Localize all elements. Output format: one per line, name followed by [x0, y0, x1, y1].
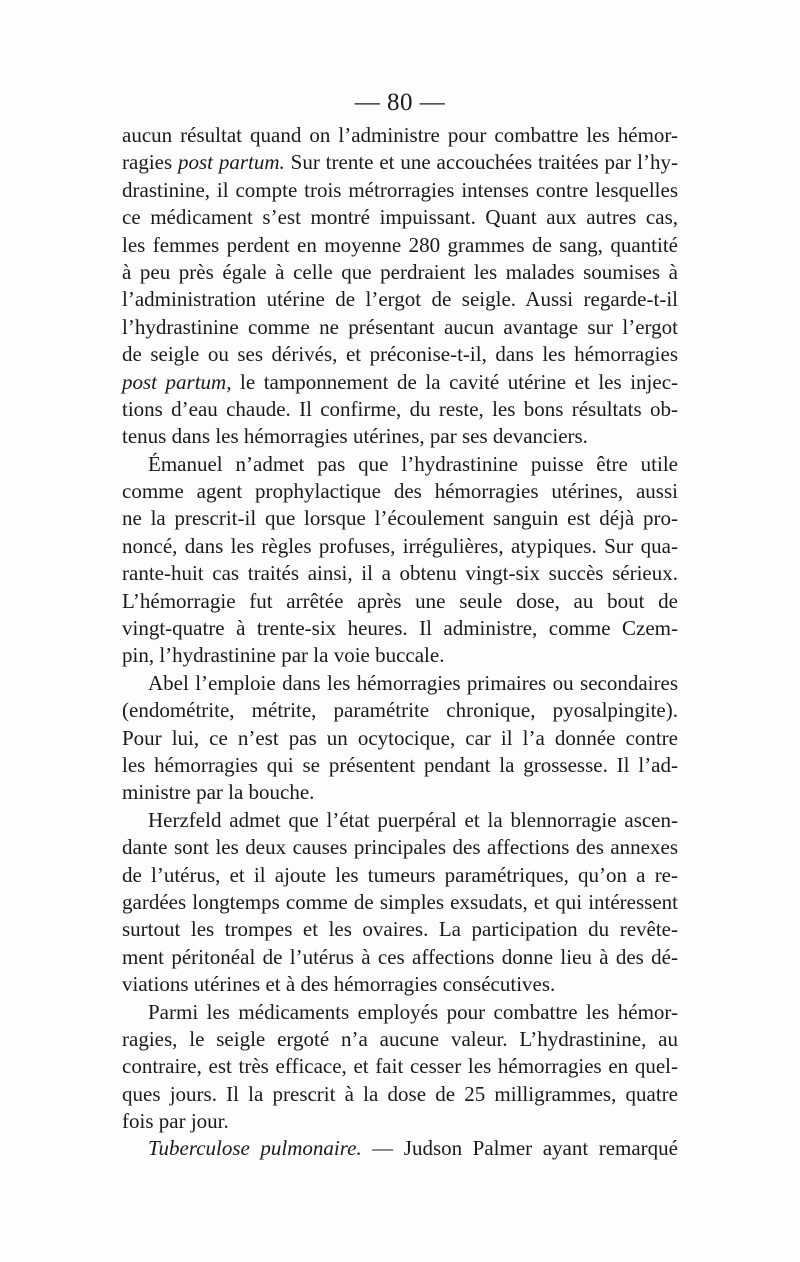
- italic-text: Tuberculose pulmonaire.: [148, 1136, 362, 1161]
- text-segment: Abel l’emploie dans les hémorragies primaires ou secondaires: [148, 670, 678, 695]
- text-line: [122, 341, 678, 368]
- text-line: [122, 916, 678, 943]
- text-segment: ragies, le seigle ergoté n’a aucune valeur. L’hydrastinine, au: [122, 1026, 678, 1051]
- text-segment: dante sont les deux causes principales des affections des annexes: [122, 835, 678, 860]
- text-line: [122, 1026, 678, 1053]
- text-segment: L’hémorragie fut arrêtée après une seule dose, au bout de: [122, 588, 678, 613]
- text-segment: surtout les trompes et les ovaires. La participation du revête-: [122, 917, 678, 942]
- text-line: [122, 889, 678, 916]
- text-segment: à peu près égale à celle que perdraient les malades soumises à: [122, 259, 678, 284]
- text-segment: ce médicament s’est montré impuissant. Quant aux autres cas,: [122, 205, 678, 230]
- text-line: [122, 149, 678, 176]
- text-segment: rante-huit cas traités ainsi, il a obtenu vingt-six succès sérieux.: [122, 561, 678, 586]
- text-segment: l’hydrastinine comme ne présentant aucun avantage sur l’ergot: [122, 314, 678, 339]
- text-line: [122, 834, 678, 861]
- text-line: [122, 177, 678, 204]
- text-line: [122, 697, 678, 724]
- text-segment: (endométrite, métrite, paramétrite chronique, pyosalpingite).: [122, 698, 678, 723]
- text-line: [122, 1135, 678, 1162]
- text-segment: gardées longtemps comme de simples exsudats, et qui intéressent: [122, 889, 678, 914]
- text-segment: viations utérines et à des hémorragies consécutives.: [122, 972, 556, 997]
- text-segment: drastinine, il compte trois métrorragies intenses contre lesquelles: [122, 177, 678, 202]
- text-line: [122, 560, 678, 587]
- text-line: [122, 862, 678, 889]
- text-line: [122, 369, 678, 396]
- text-segment: comme agent prophylactique des hémorragies utérines, aussi: [122, 479, 678, 504]
- text-line: [122, 478, 678, 505]
- text-line: [122, 944, 678, 971]
- text-segment: les hémorragies qui se présentent pendant la grossesse. Il l’ad-: [122, 752, 678, 777]
- text-segment: les femmes perdent en moyenne 280 grammes de sang, quantité: [122, 232, 678, 257]
- text-segment: l’administration utérine de l’ergot de seigle. Aussi regarde-t-il: [122, 287, 678, 312]
- text-line: [122, 807, 678, 834]
- text-line: [122, 204, 678, 231]
- text-segment: ques jours. Il la prescrit à la dose de 25 milligrammes, quatre: [122, 1081, 678, 1106]
- text-line: [122, 725, 678, 752]
- text-segment: pin, l’hydrastinine par la voie buccale.: [122, 643, 445, 668]
- text-line: [122, 779, 678, 806]
- text-segment: aucun résultat quand on l’administre pour combattre les hémor-: [122, 123, 678, 147]
- text-line: [122, 615, 678, 642]
- text-line: [122, 999, 678, 1026]
- text-line: [122, 1081, 678, 1108]
- text-segment: de l’utérus, et il ajoute les tumeurs paramétriques, qu’on a re-: [122, 862, 678, 887]
- text-segment: ne la prescrit-il que lorsque l’écoulement sanguin est déjà pro-: [122, 506, 678, 531]
- text-line: [122, 314, 678, 341]
- text-line: [122, 423, 678, 450]
- text-line: [122, 396, 678, 423]
- text-line: [122, 971, 678, 998]
- text-line: [122, 259, 678, 286]
- text-line: [122, 533, 678, 560]
- italic-text: post partum,: [122, 369, 232, 394]
- page-number: — 80 —: [354, 89, 446, 116]
- text-segment: contraire, est très efficace, et fait cesser les hémorragies en quel-: [122, 1054, 678, 1079]
- text-segment: tenus dans les hémorragies utérines, par ses devanciers.: [122, 424, 588, 449]
- text-segment: tions d’eau chaude. Il confirme, du reste, les bons résultats ob-: [122, 396, 678, 421]
- italic-text: post partum.: [178, 150, 285, 175]
- text-line: [122, 232, 678, 259]
- text-line: [122, 286, 678, 313]
- text-segment: ministre par la bouche.: [122, 780, 315, 805]
- text-line: [122, 122, 678, 149]
- text-segment: Parmi les médicaments employés pour combattre les hémor-: [148, 999, 678, 1024]
- text-segment: Herzfeld admet que l’état puerpéral et la blennorragie ascen-: [148, 807, 678, 832]
- text-segment: Sur trente et une accouchées traitées par l’hy-: [284, 150, 678, 175]
- text-segment: vingt-quatre à trente-six heures. Il administre, comme Czem-: [122, 616, 678, 641]
- text-segment: fois par jour.: [122, 1109, 229, 1134]
- text-line: [122, 752, 678, 779]
- text-segment: — Judson Palmer ayant remarqué: [361, 1136, 678, 1161]
- text-segment: Émanuel n’admet pas que l’hydrastinine puisse être utile: [148, 451, 678, 476]
- text-segment: ment péritonéal de l’utérus à ces affections donne lieu à des dé-: [122, 944, 678, 969]
- text-line: [122, 1108, 678, 1135]
- text-segment: ragies: [122, 150, 178, 175]
- text-segment: noncé, dans les règles profuses, irrégulières, atypiques. Sur qua-: [122, 533, 678, 558]
- text-line: [122, 588, 678, 615]
- text-line: [122, 451, 678, 478]
- text-segment: Pour lui, ce n’est pas un ocytocique, car il l’a donnée contre: [122, 725, 678, 750]
- text-line: [122, 505, 678, 532]
- text-line: [122, 642, 678, 669]
- text-line: [122, 1053, 678, 1080]
- text-segment: de seigle ou ses dérivés, et préconise-t-il, dans les hémorragies: [122, 342, 678, 367]
- body-text: [122, 122, 678, 1163]
- text-segment: le tamponnement de la cavité utérine et les injec-: [231, 369, 679, 394]
- text-line: [122, 670, 678, 697]
